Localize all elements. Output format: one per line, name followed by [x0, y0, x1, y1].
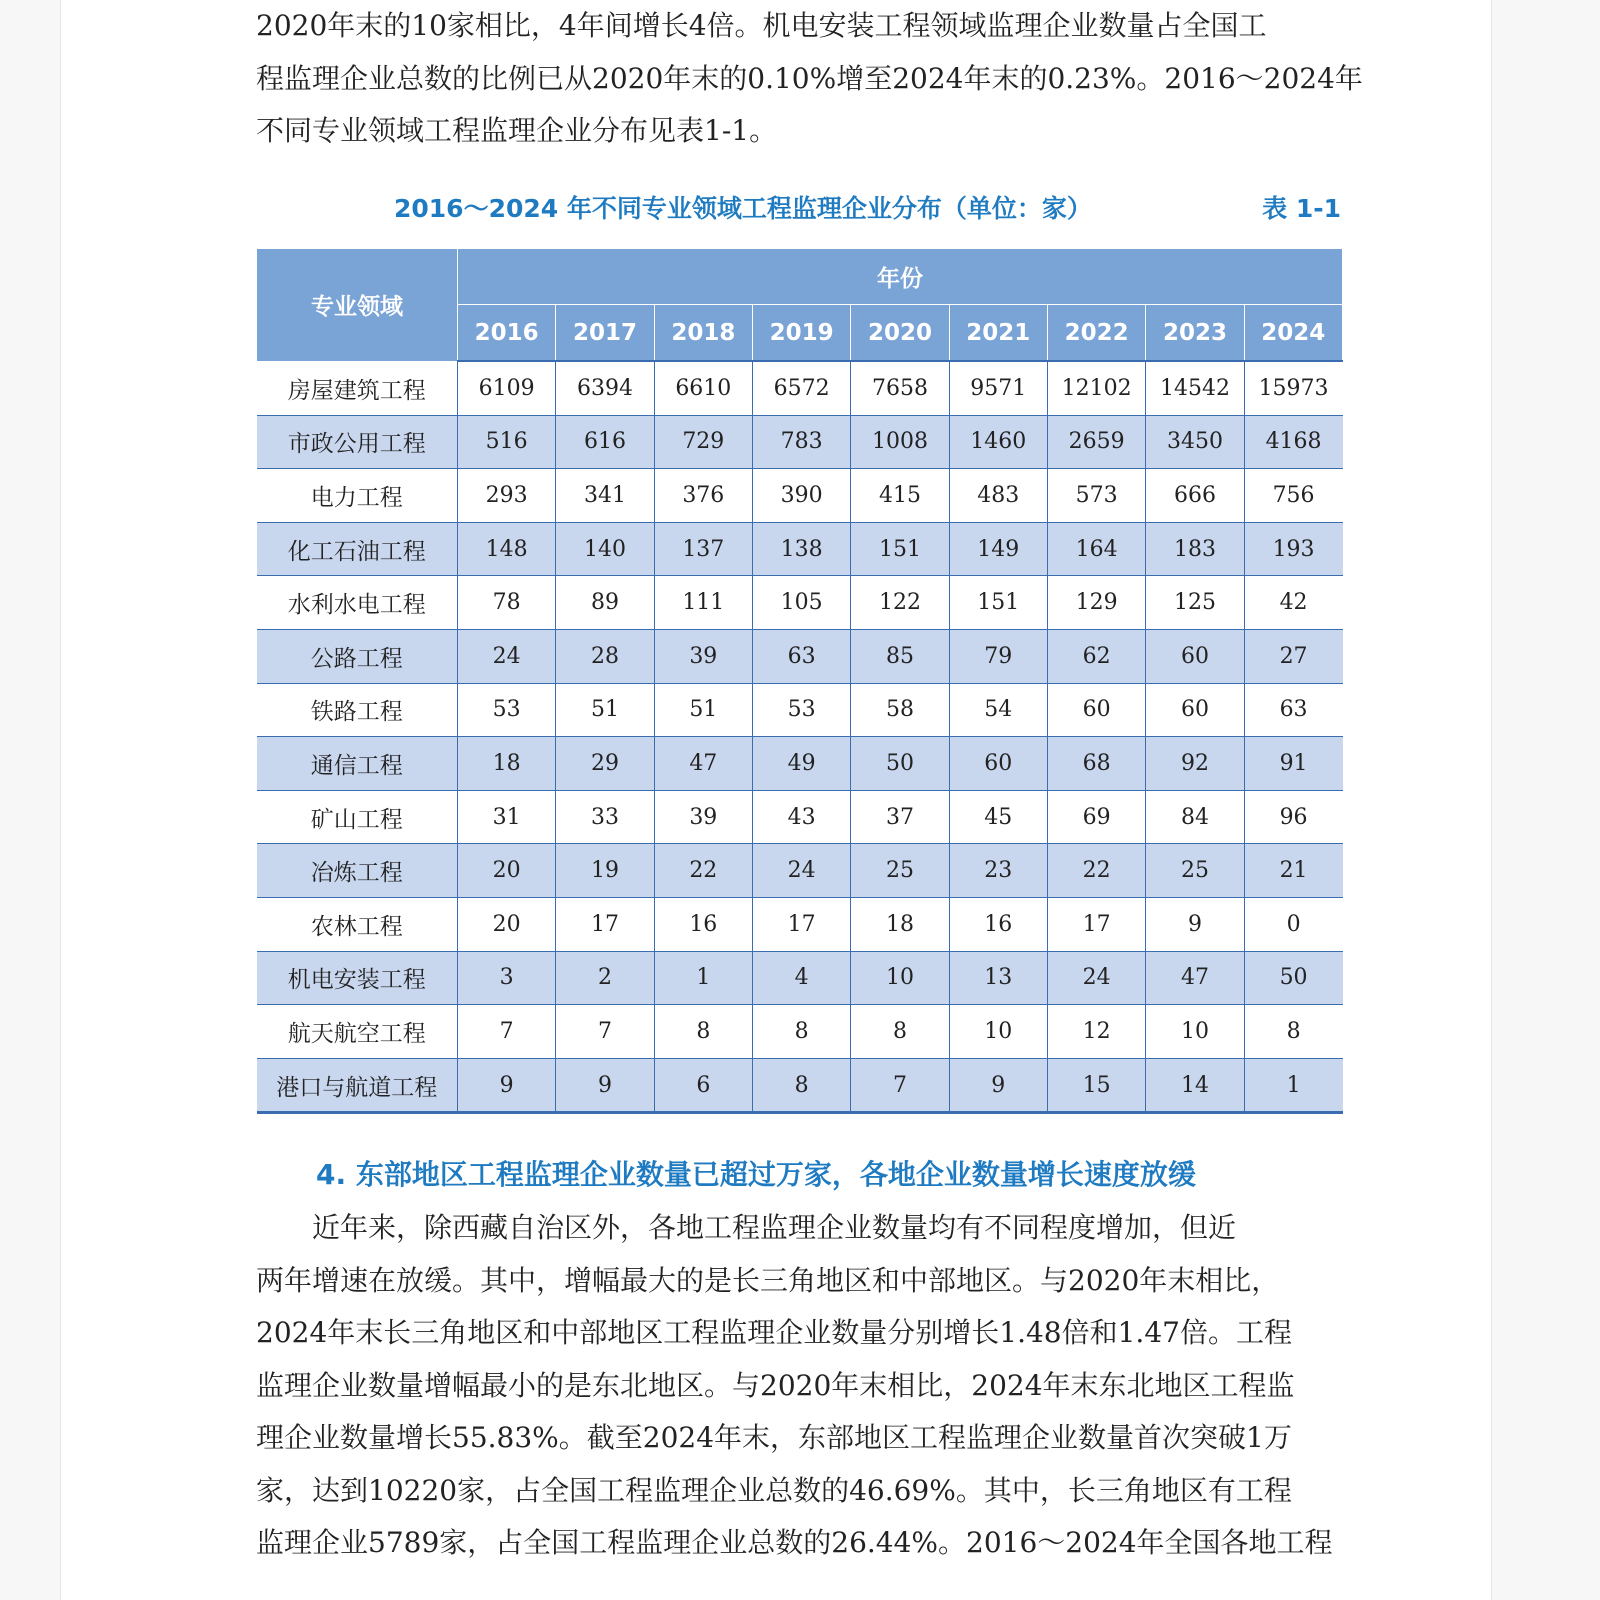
table-cell: 68	[1047, 737, 1145, 791]
table-cell: 37	[851, 790, 949, 844]
table-cell: 18	[458, 737, 556, 791]
header-year-2018: 2018	[654, 305, 752, 362]
intro-line: 2020年末的10家相比，4年间增长4倍。机电安装工程领域监理企业数量占全国工	[256, 9, 1267, 42]
table-cell: 39	[654, 790, 752, 844]
table-cell: 7658	[851, 361, 949, 415]
table-cell: 9	[949, 1058, 1047, 1113]
table-cell: 51	[654, 683, 752, 737]
table-cell: 91	[1244, 737, 1342, 791]
table-cell: 24	[1047, 951, 1145, 1005]
table-cell: 122	[851, 576, 949, 630]
table-cell: 1008	[851, 415, 949, 469]
table-cell: 47	[654, 737, 752, 791]
table-cell: 729	[654, 415, 752, 469]
row-field-name: 市政公用工程	[257, 415, 458, 469]
row-field-name: 机电安装工程	[257, 951, 458, 1005]
table-cell: 28	[556, 629, 654, 683]
table-cell: 8	[752, 1005, 850, 1059]
body-paragraph	[256, 1202, 1343, 1570]
table-cell: 376	[654, 469, 752, 523]
table-cell: 151	[949, 576, 1047, 630]
table-cell: 2	[556, 951, 654, 1005]
table-row	[257, 844, 1343, 898]
table-cell: 39	[654, 629, 752, 683]
table-cell: 60	[949, 737, 1047, 791]
table-cell: 6394	[556, 361, 654, 415]
row-field-name: 电力工程	[257, 469, 458, 523]
table-cell: 3	[458, 951, 556, 1005]
table-cell: 129	[1047, 576, 1145, 630]
table-cell: 53	[458, 683, 556, 737]
table-cell: 10	[1146, 1005, 1244, 1059]
intro-paragraph	[256, 0, 1363, 158]
table-cell: 151	[851, 522, 949, 576]
table-caption-title: 2016～2024 年不同专业领域工程监理企业分布（单位：家）	[394, 194, 1092, 223]
table-cell: 105	[752, 576, 850, 630]
row-field-name: 房屋建筑工程	[257, 361, 458, 415]
enterprise-distribution-table	[256, 248, 1343, 1114]
header-year-2021: 2021	[949, 305, 1047, 362]
row-field-name: 化工石油工程	[257, 522, 458, 576]
header-year-2019: 2019	[752, 305, 850, 362]
table-cell: 6109	[458, 361, 556, 415]
table-row	[257, 415, 1343, 469]
table-cell: 16	[654, 897, 752, 951]
table-cell: 78	[458, 576, 556, 630]
table-cell: 1	[1244, 1058, 1342, 1113]
table-cell: 89	[556, 576, 654, 630]
table-cell: 49	[752, 737, 850, 791]
table-cell: 4	[752, 951, 850, 1005]
row-field-name: 铁路工程	[257, 683, 458, 737]
intro-line: 不同专业领域工程监理企业分布见表1-1。	[256, 114, 778, 147]
table-cell: 21	[1244, 844, 1342, 898]
table-cell: 69	[1047, 790, 1145, 844]
table-cell: 53	[752, 683, 850, 737]
table-row	[257, 522, 1343, 576]
table-row	[257, 1005, 1343, 1059]
table-cell: 9571	[949, 361, 1047, 415]
table-cell: 17	[1047, 897, 1145, 951]
table-row	[257, 1058, 1343, 1113]
table-cell: 62	[1047, 629, 1145, 683]
body-line: 近年来，除西藏自治区外，各地工程监理企业数量均有不同程度增加，但近	[312, 1211, 1237, 1244]
table-cell: 33	[556, 790, 654, 844]
table-cell: 390	[752, 469, 850, 523]
table-cell: 63	[1244, 683, 1342, 737]
table-cell: 10	[949, 1005, 1047, 1059]
table-cell: 92	[1146, 737, 1244, 791]
row-field-name: 农林工程	[257, 897, 458, 951]
table-cell: 22	[1047, 844, 1145, 898]
table-cell: 14	[1146, 1058, 1244, 1113]
table-cell: 483	[949, 469, 1047, 523]
table-cell: 50	[851, 737, 949, 791]
table-cell: 516	[458, 415, 556, 469]
table-cell: 54	[949, 683, 1047, 737]
table-row	[257, 683, 1343, 737]
table-cell: 51	[556, 683, 654, 737]
table-cell: 1	[654, 951, 752, 1005]
body-line: 监理企业5789家，占全国工程监理企业总数的26.44%。2016～2024年全国各地工程	[256, 1526, 1333, 1559]
table-cell: 6610	[654, 361, 752, 415]
table-row	[257, 629, 1343, 683]
table-cell: 573	[1047, 469, 1145, 523]
row-field-name: 水利水电工程	[257, 576, 458, 630]
table-cell: 19	[556, 844, 654, 898]
table-cell: 6572	[752, 361, 850, 415]
table-cell: 43	[752, 790, 850, 844]
table-cell: 96	[1244, 790, 1342, 844]
table-cell: 12102	[1047, 361, 1145, 415]
body-line: 家，达到10220家，占全国工程监理企业总数的46.69%。其中，长三角地区有工程	[256, 1473, 1292, 1507]
table-cell: 8	[752, 1058, 850, 1113]
table-cell: 14542	[1146, 361, 1244, 415]
table-cell: 17	[752, 897, 850, 951]
table-cell: 79	[949, 629, 1047, 683]
table-cell: 84	[1146, 790, 1244, 844]
table-cell: 6	[654, 1058, 752, 1113]
table-cell: 18	[851, 897, 949, 951]
table-cell: 42	[1244, 576, 1342, 630]
table-cell: 15973	[1244, 361, 1342, 415]
table-cell: 13	[949, 951, 1047, 1005]
header-field: 专业领域	[257, 249, 458, 362]
table-caption	[256, 183, 1343, 227]
table-cell: 9	[458, 1058, 556, 1113]
table-row	[257, 576, 1343, 630]
document-page	[60, 0, 1492, 1600]
table-cell: 756	[1244, 469, 1342, 523]
table-cell: 20	[458, 844, 556, 898]
table-cell: 9	[556, 1058, 654, 1113]
table-row	[257, 469, 1343, 523]
table-cell: 45	[949, 790, 1047, 844]
table-cell: 16	[949, 897, 1047, 951]
table-cell: 10	[851, 951, 949, 1005]
table-row	[257, 790, 1343, 844]
table-number-label: 表 1-1	[1262, 194, 1341, 223]
table-cell: 415	[851, 469, 949, 523]
table-cell: 138	[752, 522, 850, 576]
body-line: 理企业数量增长55.83%。截至2024年末，东部地区工程监理企业数量首次突破1万	[256, 1421, 1292, 1454]
table-cell: 148	[458, 522, 556, 576]
table-cell: 24	[458, 629, 556, 683]
table-cell: 60	[1146, 683, 1244, 737]
table-cell: 4168	[1244, 415, 1342, 469]
table-cell: 8	[1244, 1005, 1342, 1059]
table-row	[257, 737, 1343, 791]
table-cell: 12	[1047, 1005, 1145, 1059]
body-line: 监理企业数量增幅最小的是东北地区。与2020年末相比，2024年末东北地区工程监	[256, 1368, 1295, 1402]
table-cell: 24	[752, 844, 850, 898]
table-cell: 20	[458, 897, 556, 951]
table-cell: 140	[556, 522, 654, 576]
table-cell: 7	[851, 1058, 949, 1113]
table-cell: 183	[1146, 522, 1244, 576]
table-cell: 1460	[949, 415, 1047, 469]
row-field-name: 航天航空工程	[257, 1005, 458, 1059]
row-field-name: 通信工程	[257, 737, 458, 791]
table-cell: 17	[556, 897, 654, 951]
table-cell: 125	[1146, 576, 1244, 630]
table-cell: 111	[654, 576, 752, 630]
table-cell: 63	[752, 629, 850, 683]
table-row	[257, 897, 1343, 951]
section-heading: 4. 东部地区工程监理企业数量已超过万家，各地企业数量增长速度放缓	[316, 1158, 1196, 1191]
body-line: 两年增速在放缓。其中，增幅最大的是长三角地区和中部地区。与2020年末相比，	[256, 1263, 1280, 1297]
header-year-2024: 2024	[1244, 305, 1342, 362]
table-cell: 58	[851, 683, 949, 737]
table-cell: 22	[654, 844, 752, 898]
table-cell: 15	[1047, 1058, 1145, 1113]
table-cell: 60	[1047, 683, 1145, 737]
table-cell: 9	[1146, 897, 1244, 951]
body-line: 2024年末长三角地区和中部地区工程监理企业数量分别增长1.48倍和1.47倍。工程	[256, 1316, 1292, 1349]
table-cell: 50	[1244, 951, 1342, 1005]
table-cell: 137	[654, 522, 752, 576]
header-year-2020: 2020	[851, 305, 949, 362]
table-cell: 8	[654, 1005, 752, 1059]
table-cell: 666	[1146, 469, 1244, 523]
header-year-2017: 2017	[556, 305, 654, 362]
table-cell: 0	[1244, 897, 1342, 951]
intro-line: 程监理企业总数的比例已从2020年末的0.10%增至2024年末的0.23%。2016～2024年	[256, 61, 1363, 95]
table-cell: 60	[1146, 629, 1244, 683]
table-cell: 293	[458, 469, 556, 523]
table-cell: 25	[851, 844, 949, 898]
table-cell: 31	[458, 790, 556, 844]
table-header-row	[257, 249, 1343, 305]
table-cell: 149	[949, 522, 1047, 576]
table-cell: 3450	[1146, 415, 1244, 469]
table-cell: 193	[1244, 522, 1342, 576]
table-row	[257, 951, 1343, 1005]
row-field-name: 矿山工程	[257, 790, 458, 844]
table-body	[257, 361, 1343, 1113]
row-field-name: 冶炼工程	[257, 844, 458, 898]
table-cell: 29	[556, 737, 654, 791]
header-year-group: 年份	[458, 249, 1343, 305]
table-cell: 2659	[1047, 415, 1145, 469]
table-cell: 23	[949, 844, 1047, 898]
header-year-2016: 2016	[458, 305, 556, 362]
table-cell: 616	[556, 415, 654, 469]
header-year-2023: 2023	[1146, 305, 1244, 362]
table-cell: 7	[556, 1005, 654, 1059]
row-field-name: 公路工程	[257, 629, 458, 683]
table-row	[257, 361, 1343, 415]
table-cell: 8	[851, 1005, 949, 1059]
table-cell: 25	[1146, 844, 1244, 898]
header-year-2022: 2022	[1047, 305, 1145, 362]
table-cell: 7	[458, 1005, 556, 1059]
table-cell: 164	[1047, 522, 1145, 576]
table-cell: 783	[752, 415, 850, 469]
row-field-name: 港口与航道工程	[257, 1058, 458, 1113]
table-cell: 85	[851, 629, 949, 683]
table-cell: 27	[1244, 629, 1342, 683]
table-cell: 341	[556, 469, 654, 523]
table-cell: 47	[1146, 951, 1244, 1005]
